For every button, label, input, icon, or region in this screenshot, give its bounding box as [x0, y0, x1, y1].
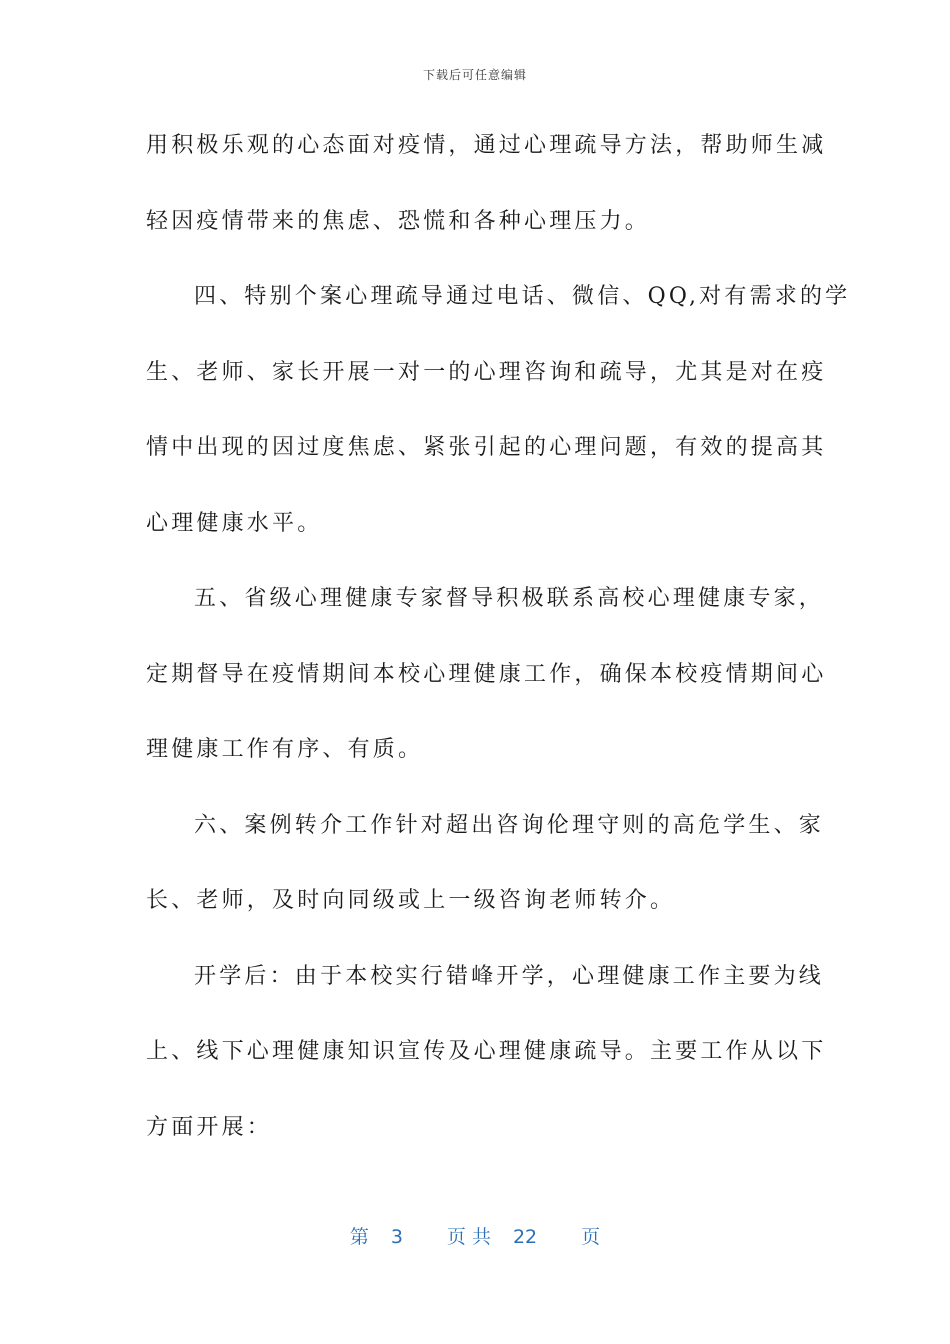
body-line-5: 情中出现的因过度焦虑、紧张引起的心理问题，有效的提高其: [146, 435, 827, 460]
footer-suffix: 页: [581, 1226, 601, 1248]
body-line-2: 轻因疫情带来的焦虑、恐慌和各种心理压力。: [146, 208, 651, 234]
body-line-7: 五、省级心理健康专家督导积极联系高校心理健康专家，: [194, 586, 825, 611]
footer-total-pages: 22: [512, 1226, 538, 1248]
body-line-11: 长、老师，及时向同级或上一级咨询老师转介。: [146, 888, 676, 913]
page-footer: [0, 1222, 950, 1249]
body-line-12: 开学后：由于本校实行错峰开学，心理健康工作主要为线: [194, 963, 825, 989]
body-line-13: 上、线下心理健康知识宣传及心理健康疏导。主要工作从以下: [146, 1039, 827, 1064]
body-line-6: 心理健康水平。: [146, 510, 323, 536]
footer-prefix: 第: [349, 1226, 369, 1248]
body-line-3: 四、特别个案心理疏导通过电话、微信、QQ,对有需求的学: [194, 284, 851, 309]
body-line-9: 理健康工作有序、有质。: [146, 737, 424, 762]
document-body: [146, 120, 851, 1177]
footer-current-page: 3: [390, 1226, 403, 1248]
footer-middle: 页 共: [446, 1226, 491, 1248]
body-line-8: 定期督导在疫情期间本校心理健康工作，确保本校疫情期间心: [146, 661, 827, 687]
body-line-1: 用积极乐观的心态面对疫情，通过心理疏导方法，帮助师生减: [146, 133, 827, 158]
body-line-4: 生、老师、家长开展一对一的心理咨询和疏导，尤其是对在疫: [146, 359, 827, 385]
body-line-14: 方面开展：: [146, 1114, 273, 1140]
page-header: 下载后可任意编辑: [422, 68, 527, 82]
body-line-10: 六、案例转介工作针对超出咨询伦理守则的高危学生、家: [194, 812, 825, 838]
